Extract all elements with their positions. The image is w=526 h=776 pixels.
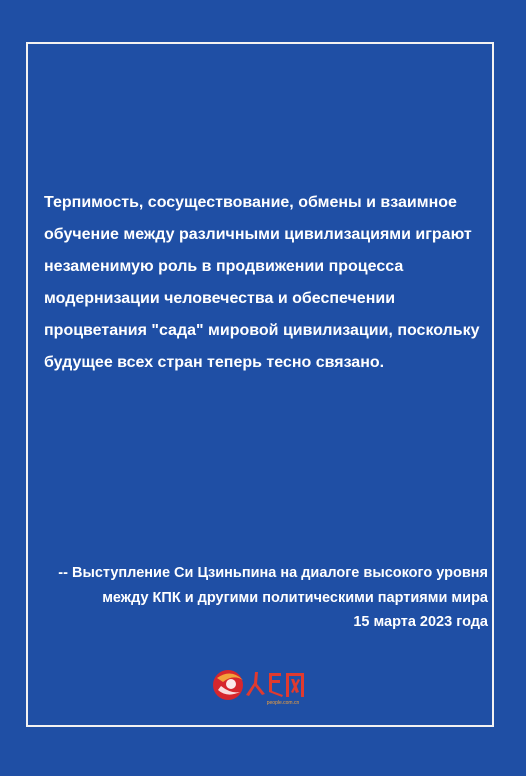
attribution-speech: -- Выступление Си Цзиньпина на диалоге высокого уровня xyxy=(58,565,488,581)
quote-line: незаменимую роль в продвижении процесса xyxy=(44,258,404,275)
logo-calligraphy xyxy=(246,672,304,697)
attribution-date: 15 марта 2023 года xyxy=(353,614,488,630)
quote-attribution xyxy=(28,561,488,635)
quote-line: процветания "сада" мировой цивилизации, поскольку xyxy=(44,322,480,339)
attribution-event: между КПК и другими политическими партиями мира xyxy=(102,589,488,606)
quote-line: обучение между различными цивилизациями играют xyxy=(44,226,472,243)
quote-line: модернизации человечества и обеспечении xyxy=(44,290,396,307)
logo-subtitle: people.com.cn xyxy=(266,700,300,706)
people-daily-logo xyxy=(209,664,315,706)
quote-line: будущее всех стран теперь тесно связано. xyxy=(44,354,385,371)
quote-text xyxy=(44,187,490,379)
logo-emblem-icon xyxy=(213,670,243,700)
quote-line: Терпимость, сосуществование, обмены и взаимное xyxy=(44,194,457,211)
